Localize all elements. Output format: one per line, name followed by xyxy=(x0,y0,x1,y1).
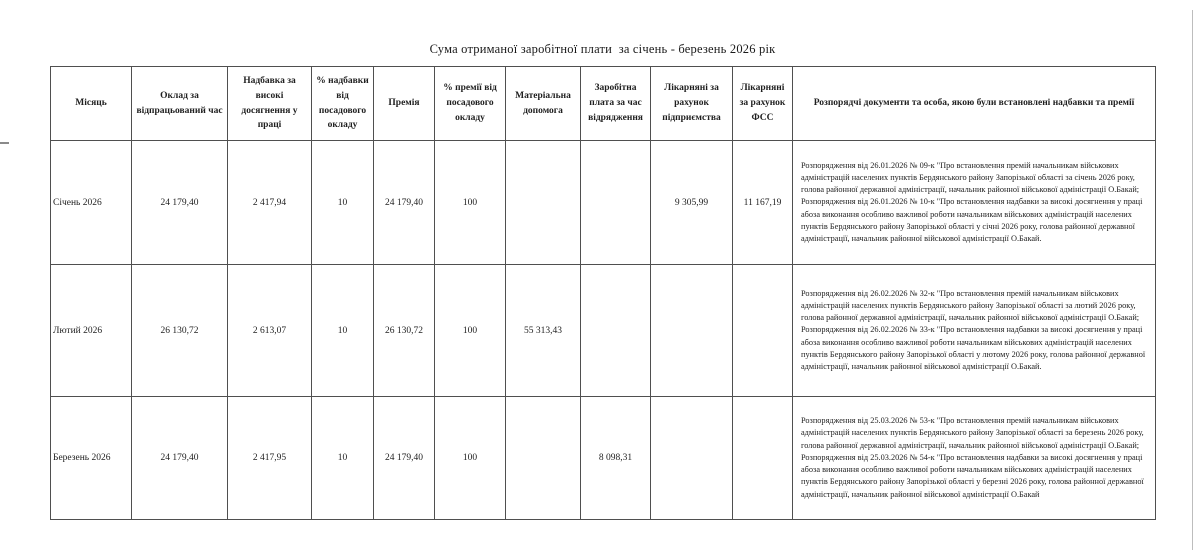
salary-table xyxy=(50,66,1156,520)
cell-trip-pay xyxy=(581,141,651,265)
table-row-february xyxy=(51,265,1156,397)
table-header-row xyxy=(51,67,1156,141)
cell-premium-percent: 100 xyxy=(435,397,506,520)
cell-premium: 24 179,40 xyxy=(374,141,435,265)
header-trip-pay: Заробітна плата за час відрядження xyxy=(581,67,651,141)
cell-month: Січень 2026 xyxy=(51,141,132,265)
header-sick-fss: Лікарняні за рахунок ФСС xyxy=(733,67,793,141)
cell-documents: Розпорядження від 26.02.2026 № 32-к "Про встановлення премій начальникам військових адміністрацій населених пунктів Бердянського району Запорізької області за лютий 2026 року, голова районної державної адміністрації, начальник районної військової адміністрації О.Бакай; Розпорядження від 26.02.2026 № 33-к "Про встановлення надбавки за високі досягнення у праці абоза виконання особливо важливої роботи начальникам військових адміністрацій населених пунктів Бердянського району Запорізької області у лютому 2026 року, голова районної державної адміністрації, начальник районної військової адміністрації О.Бакай. xyxy=(793,265,1156,397)
cell-material-aid xyxy=(506,141,581,265)
scan-artifact-page-edge xyxy=(1192,10,1193,550)
cell-salary: 24 179,40 xyxy=(132,397,228,520)
cell-premium-percent: 100 xyxy=(435,265,506,397)
cell-documents: Розпорядження від 26.01.2026 № 09-к "Про встановлення премій начальникам військових адміністрацій населених пунктів Бердянського району Запорізької області за січень 2026 року, голова районної державної адміністрації, начальник районної військової адміністрації О.Бакай; Розпорядження від 26.01.2026 № 10-к "Про встановлення надбавки за високі досягнення у праці абоза виконання особливо важливої роботи начальникам військових адміністрацій населених пунктів Бердянського району Запорізької області у січні 2026 року, голова районної державної адміністрації, начальник районної військової адміністрації О.Бакай. xyxy=(793,141,1156,265)
header-salary: Оклад за відпрацьований час xyxy=(132,67,228,141)
header-documents: Розпорядчі документи та особа, якою були встановлені надбавки та премії xyxy=(793,67,1156,141)
document-title: Сума отриманої заробітної плати за січень - березень 2026 рік xyxy=(429,42,776,56)
cell-premium: 26 130,72 xyxy=(374,265,435,397)
cell-trip-pay xyxy=(581,265,651,397)
header-material-aid: Матеріальна допомога xyxy=(506,67,581,141)
header-bonus-percent: % надбавки від посадового окладу xyxy=(312,67,374,141)
scan-artifact-dash xyxy=(0,142,9,144)
cell-bonus: 2 613,07 xyxy=(228,265,312,397)
cell-salary: 26 130,72 xyxy=(132,265,228,397)
cell-bonus: 2 417,95 xyxy=(228,397,312,520)
cell-sick-company xyxy=(651,397,733,520)
cell-sick-fss xyxy=(733,397,793,520)
cell-sick-fss xyxy=(733,265,793,397)
header-bonus: Надбавка за високі досягнення у праці xyxy=(228,67,312,141)
cell-material-aid xyxy=(506,397,581,520)
cell-premium-percent: 100 xyxy=(435,141,506,265)
cell-bonus-percent: 10 xyxy=(312,141,374,265)
header-premium: Премія xyxy=(374,67,435,141)
cell-bonus: 2 417,94 xyxy=(228,141,312,265)
cell-trip-pay: 8 098,31 xyxy=(581,397,651,520)
header-premium-percent: % премії від посадового окладу xyxy=(435,67,506,141)
cell-bonus-percent: 10 xyxy=(312,265,374,397)
header-month: Місяць xyxy=(51,67,132,141)
table-row-january xyxy=(51,141,1156,265)
cell-sick-company xyxy=(651,265,733,397)
cell-sick-company: 9 305,99 xyxy=(651,141,733,265)
table-row-march xyxy=(51,397,1156,520)
cell-premium: 24 179,40 xyxy=(374,397,435,520)
cell-bonus-percent: 10 xyxy=(312,397,374,520)
cell-documents: Розпорядження від 25.03.2026 № 53-к "Про встановлення премій начальникам військових адміністрацій населених пунктів Бердянського району Запорізької області за березень 2026 року, голова районної державної адміністрації, начальник районної військової адміністрації О.Бакай; Розпорядження від 25.03.2026 № 54-к "Про встановлення надбавки за високі досягнення у праці абоза виконання особливо важливої роботи начальникам військових адміністрацій населених пунктів Бердянського району Запорізької області у березні 2026 року, голова районної державної адміністрації, начальник районної військової адміністрації О.Бакай xyxy=(793,397,1156,520)
cell-sick-fss: 11 167,19 xyxy=(733,141,793,265)
cell-month: Лютий 2026 xyxy=(51,265,132,397)
cell-salary: 24 179,40 xyxy=(132,141,228,265)
cell-month: Березень 2026 xyxy=(51,397,132,520)
cell-material-aid: 55 313,43 xyxy=(506,265,581,397)
header-sick-company: Лікарняні за рахунок підприємства xyxy=(651,67,733,141)
